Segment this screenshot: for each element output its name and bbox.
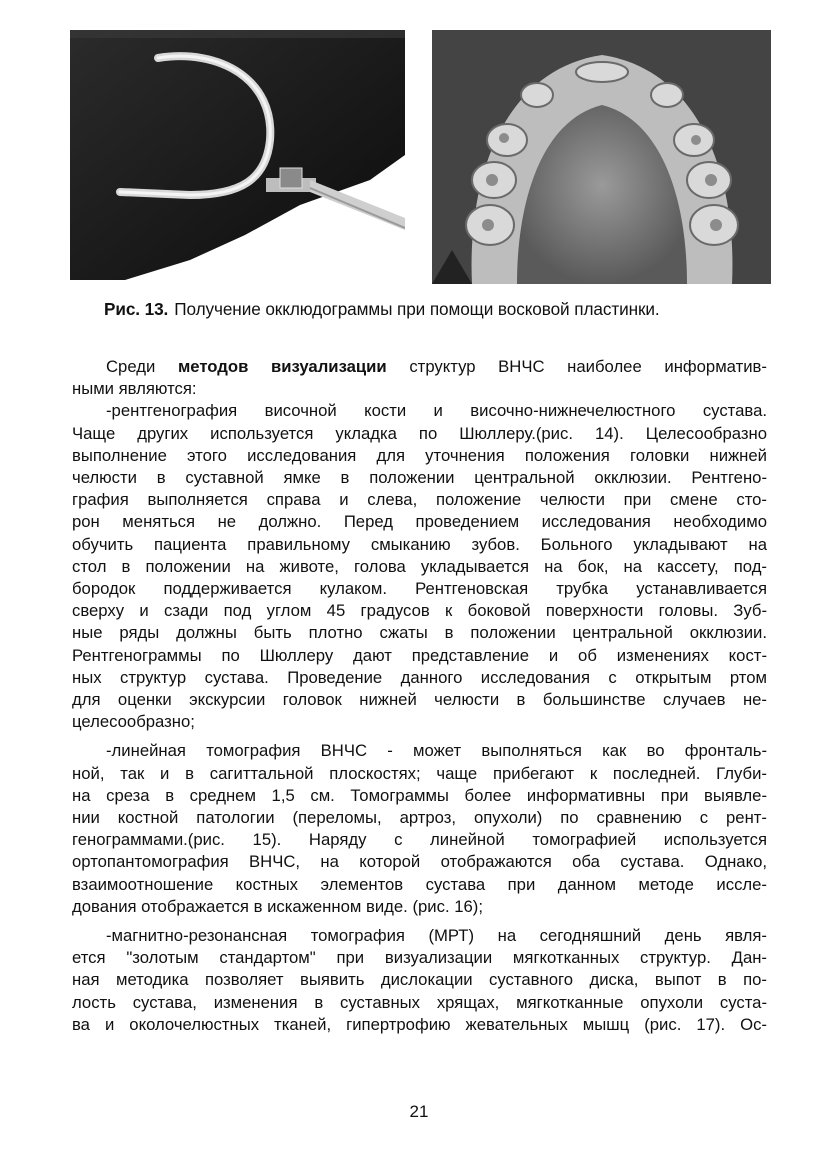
text-line: рон меняться не должно. Перед проведением исследования необходимо xyxy=(72,512,767,532)
text-line: ными являются: xyxy=(72,379,197,399)
figure-caption xyxy=(104,299,784,320)
text-line: ортопантомография ВНЧС, на которой отображаются оба сустава. Однако, xyxy=(72,852,767,872)
text-line: ной, так и в сагиттальной плоскостях; чаще прибегают к последней. Глуби- xyxy=(72,763,767,783)
text-line: лость сустава, изменения в суставных хрящах, мягкотканные опухоли суста- xyxy=(72,992,767,1012)
text-line: сверху и сзади под углом 45 градусов к боковой поверхности головы. Зуб- xyxy=(72,601,767,621)
occlusal-wax-imprint-photo xyxy=(432,30,771,284)
caption-text: Получение окклюдограммы при помощи восковой пластинки. xyxy=(174,299,660,319)
text-line: -линейная томография ВНЧС - может выполняться как во фронталь- xyxy=(106,741,767,761)
text-line: бородок поддерживается кулаком. Рентгеновская трубка устанавливается xyxy=(72,579,767,599)
text-line: обучить пациента правильному смыканию зубов. Больного укладывают на xyxy=(72,534,767,554)
caption-label: Рис. 13. xyxy=(104,299,169,319)
text-line: Рентгенограммы по Шюллеру дают представление и об изменениях кост- xyxy=(72,645,767,665)
text-line: графия выполняется справа и слева, положение челюсти при смене сто- xyxy=(72,490,767,510)
text-line: дования отображается в искаженном виде. (рис. 16); xyxy=(72,896,483,916)
text-line: ная методика позволяет выявить дислокации суставного диска, выпот в по- xyxy=(72,970,767,990)
text-line: на среза в среднем 1,5 см. Томограммы более информативны при выявле- xyxy=(72,785,767,805)
text-line: нии костной патологии (переломы, артроз, опухоли) по сравнению с рент- xyxy=(72,808,767,828)
text-line: стол в положении на животе, голова укладывается на бок, на кассету, под- xyxy=(72,556,767,576)
text-line: генограммами.(рис. 15). Наряду с линейной томографией используется xyxy=(72,830,767,850)
text-line: -рентгенография височной кости и височно-нижнечелюстного сустава. xyxy=(106,401,767,421)
text-line: Среди методов визуализации структур ВНЧС наиболее информатив- xyxy=(106,357,767,376)
text-line: ва и околочелюстных тканей, гипертрофию жевательных мышц (рис. 17). Ос- xyxy=(72,1014,767,1034)
body-text xyxy=(72,356,767,1036)
text-line: Чаще других используется укладка по Шюллеру.(рис. 14). Целесообразно xyxy=(72,423,767,443)
wax-plate-holder-photo xyxy=(70,30,405,280)
page-number: 21 xyxy=(409,1102,429,1121)
text-line: ных структур сустава. Проведение данного исследования с открытым ртом xyxy=(72,667,767,687)
text-line: выполнение этого исследования для уточнения положения головки нижней xyxy=(72,445,767,465)
text-line: челюсти в суставной ямке в положении центральной окклюзии. Рентгено- xyxy=(72,468,767,488)
text-line: для оценки экскурсии головок нижней челюсти в большинстве случаев не- xyxy=(72,690,767,710)
text-line: целесообразно; xyxy=(72,712,195,732)
text-line: взаимоотношение костных элементов сустава при данном методе иссле- xyxy=(72,874,767,894)
text-line: -магнитно-резонансная томография (МРТ) на сегодняшний день явля- xyxy=(106,926,767,946)
text-line: ется "золотым стандартом" при визуализации мягкотканных структур. Дан- xyxy=(72,948,767,968)
text-line: ные ряды должны быть плотно сжаты в положении центральной окклюзии. xyxy=(72,623,767,643)
